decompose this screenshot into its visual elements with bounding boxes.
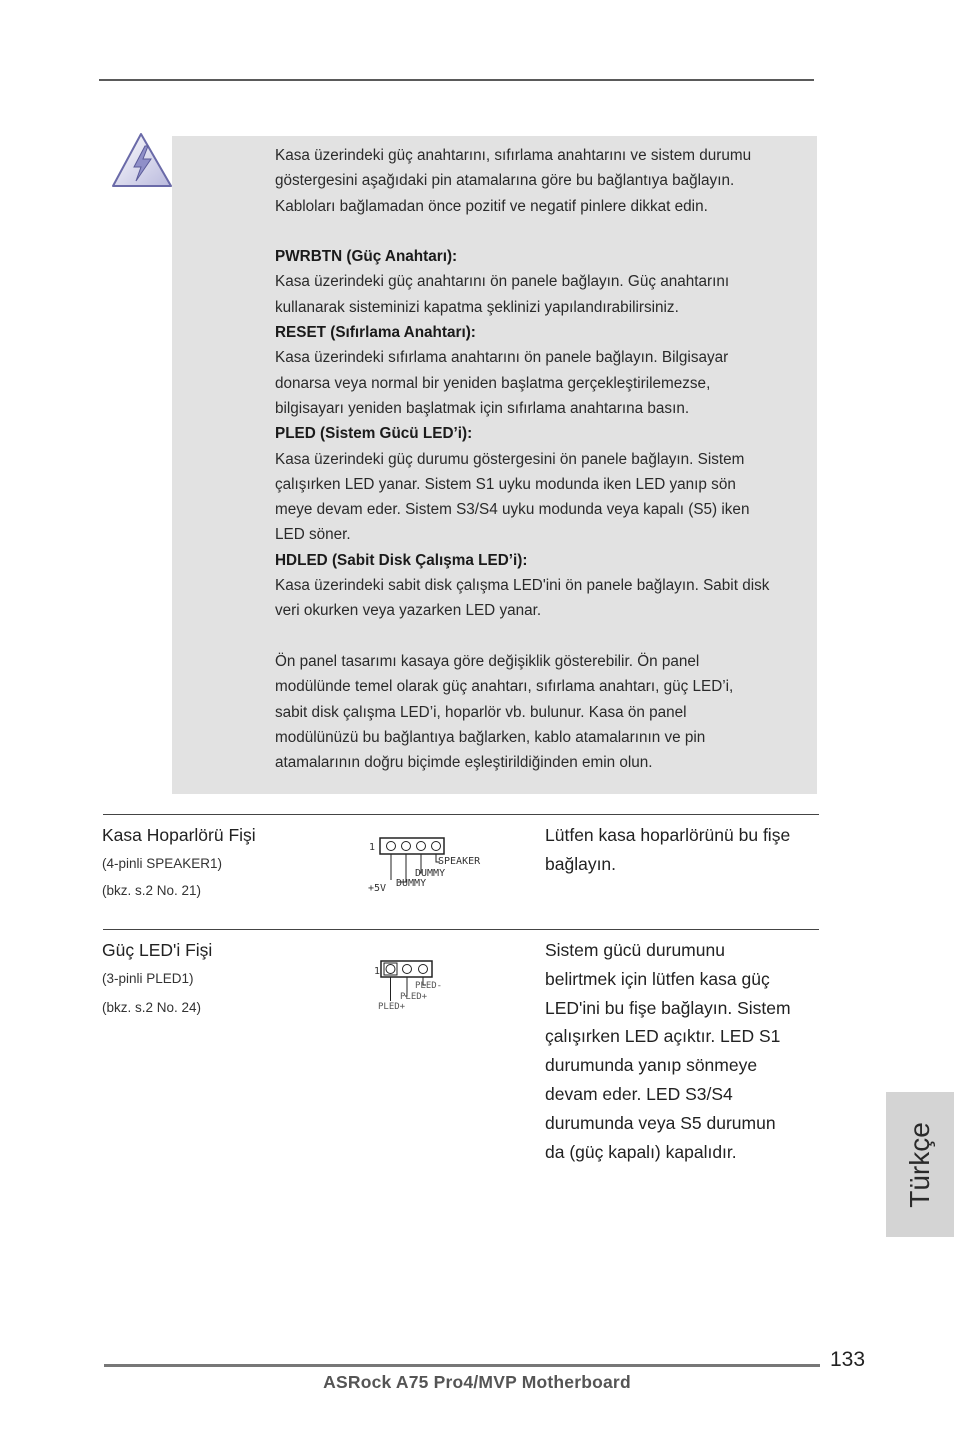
pled-desc-line: LED'ini bu fişe bağlayın. Sistem <box>545 997 791 1018</box>
speaker-subtitle: (4-pinli SPEAKER1) <box>102 856 223 871</box>
outro-line: atamalarının doğru biçimde eşleştirildiğinden emin olun. <box>275 754 653 772</box>
pled-label-plus: PLED+ <box>400 992 428 1002</box>
warning-lightning-icon <box>110 131 174 189</box>
reset-line: bilgisayarı yeniden başlatmak için sıfırlama anahtarına basın. <box>275 399 690 417</box>
pled-desc-line: durumunda yanıp sönmeye <box>545 1055 758 1076</box>
speaker-description <box>545 821 825 879</box>
outro-line: modülünde temel olarak güç anahtarı, sıfırlama anahtarı, güç LED’i, <box>275 678 734 696</box>
hdled-title: HDLED (Sabit Disk Çalışma LED’i): <box>275 551 528 569</box>
reset-line: Kasa üzerindeki sıfırlama anahtarını ön panele bağlayın. Bilgisayar <box>275 349 729 367</box>
top-rule <box>99 79 814 81</box>
outro-line: sabit disk çalışma LED’i, hoparlör vb. bulunur. Kasa ön panel <box>275 703 687 721</box>
note-intro-line: göstergesini aşağıdaki pin atamalarına göre bu bağlantıya bağlayın. <box>275 172 735 190</box>
speaker-pin1-label: 1 <box>369 842 376 853</box>
note-intro-line: Kasa üzerindeki güç anahtarını, sıfırlama anahtarını ve sistem durumu <box>275 147 752 164</box>
speaker-desc-line: Lütfen kasa hoparlörünü bu fişe <box>545 825 791 845</box>
pled-line: Kasa üzerindeki güç durumu göstergesini ön panele bağlayın. Sistem <box>275 450 745 468</box>
hdled-line: Kasa üzerindeki sabit disk çalışma LED'ini ön panele bağlayın. Sabit disk <box>275 577 770 595</box>
pled-desc-line: da (güç kapalı) kapalıdır. <box>545 1141 737 1162</box>
speaker-label-dummy: DUMMY <box>396 878 427 889</box>
pled-title: PLED (Sistem Gücü LED’i): <box>275 425 473 443</box>
language-tab <box>886 1092 954 1237</box>
hdled-line: veri okurken veya yazarken LED yanar. <box>275 602 542 620</box>
speaker-section-rule <box>103 814 819 815</box>
note-text <box>275 143 820 775</box>
pled-title: Güç LED'i Fişi <box>102 940 213 960</box>
pled-label-minus: PLED- <box>415 981 443 991</box>
pled-desc-line: Sistem gücü durumunu <box>545 940 725 960</box>
note-intro-line: Kabloları bağlamadan önce pozitif ve negatif pinlere dikkat edin. <box>275 197 708 215</box>
pled-line: LED söner. <box>275 526 351 544</box>
pled-label-plus: PLED+ <box>378 1002 406 1012</box>
pled-desc-line: belirtmek için lütfen kasa güç <box>545 968 770 989</box>
pled-section-rule <box>103 929 819 930</box>
pled-desc-line: çalışırken LED açıktır. LED S1 <box>545 1026 781 1047</box>
speaker-reference: (bkz. s.2 No. 21) <box>102 883 202 898</box>
outro-line: Ön panel tasarımı kasaya göre değişiklik gösterebilir. Ön panel <box>275 652 700 670</box>
language-tab-label: Türkçe <box>904 1121 935 1208</box>
pled-pin1-label: 1 <box>374 966 381 977</box>
pled-line: meye devam eder. Sistem S3/S4 uyku modunda veya kapalı (S5) iken <box>275 501 750 519</box>
speaker-desc-line: bağlayın. <box>545 853 617 874</box>
pled-line: çalışırken LED yanar. Sistem S1 uyku modunda iken LED yanıp sön <box>275 475 736 493</box>
pled-reference: (bkz. s.2 No. 24) <box>102 1000 202 1015</box>
outro-line: modülünüzü bu bağlantıya bağlarken, kablo atamalarının ve pin <box>275 728 706 746</box>
pled-subtitle: (3-pinli PLED1) <box>102 971 194 986</box>
speaker-pin-diagram <box>364 834 494 901</box>
pled-pin-diagram <box>370 957 460 1020</box>
pled-desc-line: durumunda veya S5 durumun <box>545 1112 776 1133</box>
speaker-label-dummy: DUMMY <box>415 868 446 879</box>
pwrbtn-line: kullanarak sisteminizi kapatma şeklinizi yapılandırabilirsiniz. <box>275 298 679 316</box>
pled-description <box>545 936 825 1166</box>
speaker-title: Kasa Hoparlörü Fişi <box>102 825 256 845</box>
footer-title: ASRock A75 Pro4/MVP Motherboard <box>323 1372 631 1392</box>
reset-line: donarsa veya normal bir yeniden başlatma gerçekleştirilemezse, <box>275 374 711 392</box>
page-number: 133 <box>830 1348 866 1371</box>
speaker-label-5v: +5V <box>368 883 387 894</box>
footer-rule <box>104 1364 820 1367</box>
reset-title: RESET (Sıfırlama Anahtarı): <box>275 324 476 342</box>
pled-desc-line: devam eder. LED S3/S4 <box>545 1083 733 1104</box>
pwrbtn-line: Kasa üzerindeki güç anahtarını ön panele bağlayın. Güç anahtarını <box>275 273 730 291</box>
speaker-label-speaker: SPEAKER <box>438 856 481 867</box>
pwrbtn-title: PWRBTN (Güç Anahtarı): <box>275 248 458 266</box>
